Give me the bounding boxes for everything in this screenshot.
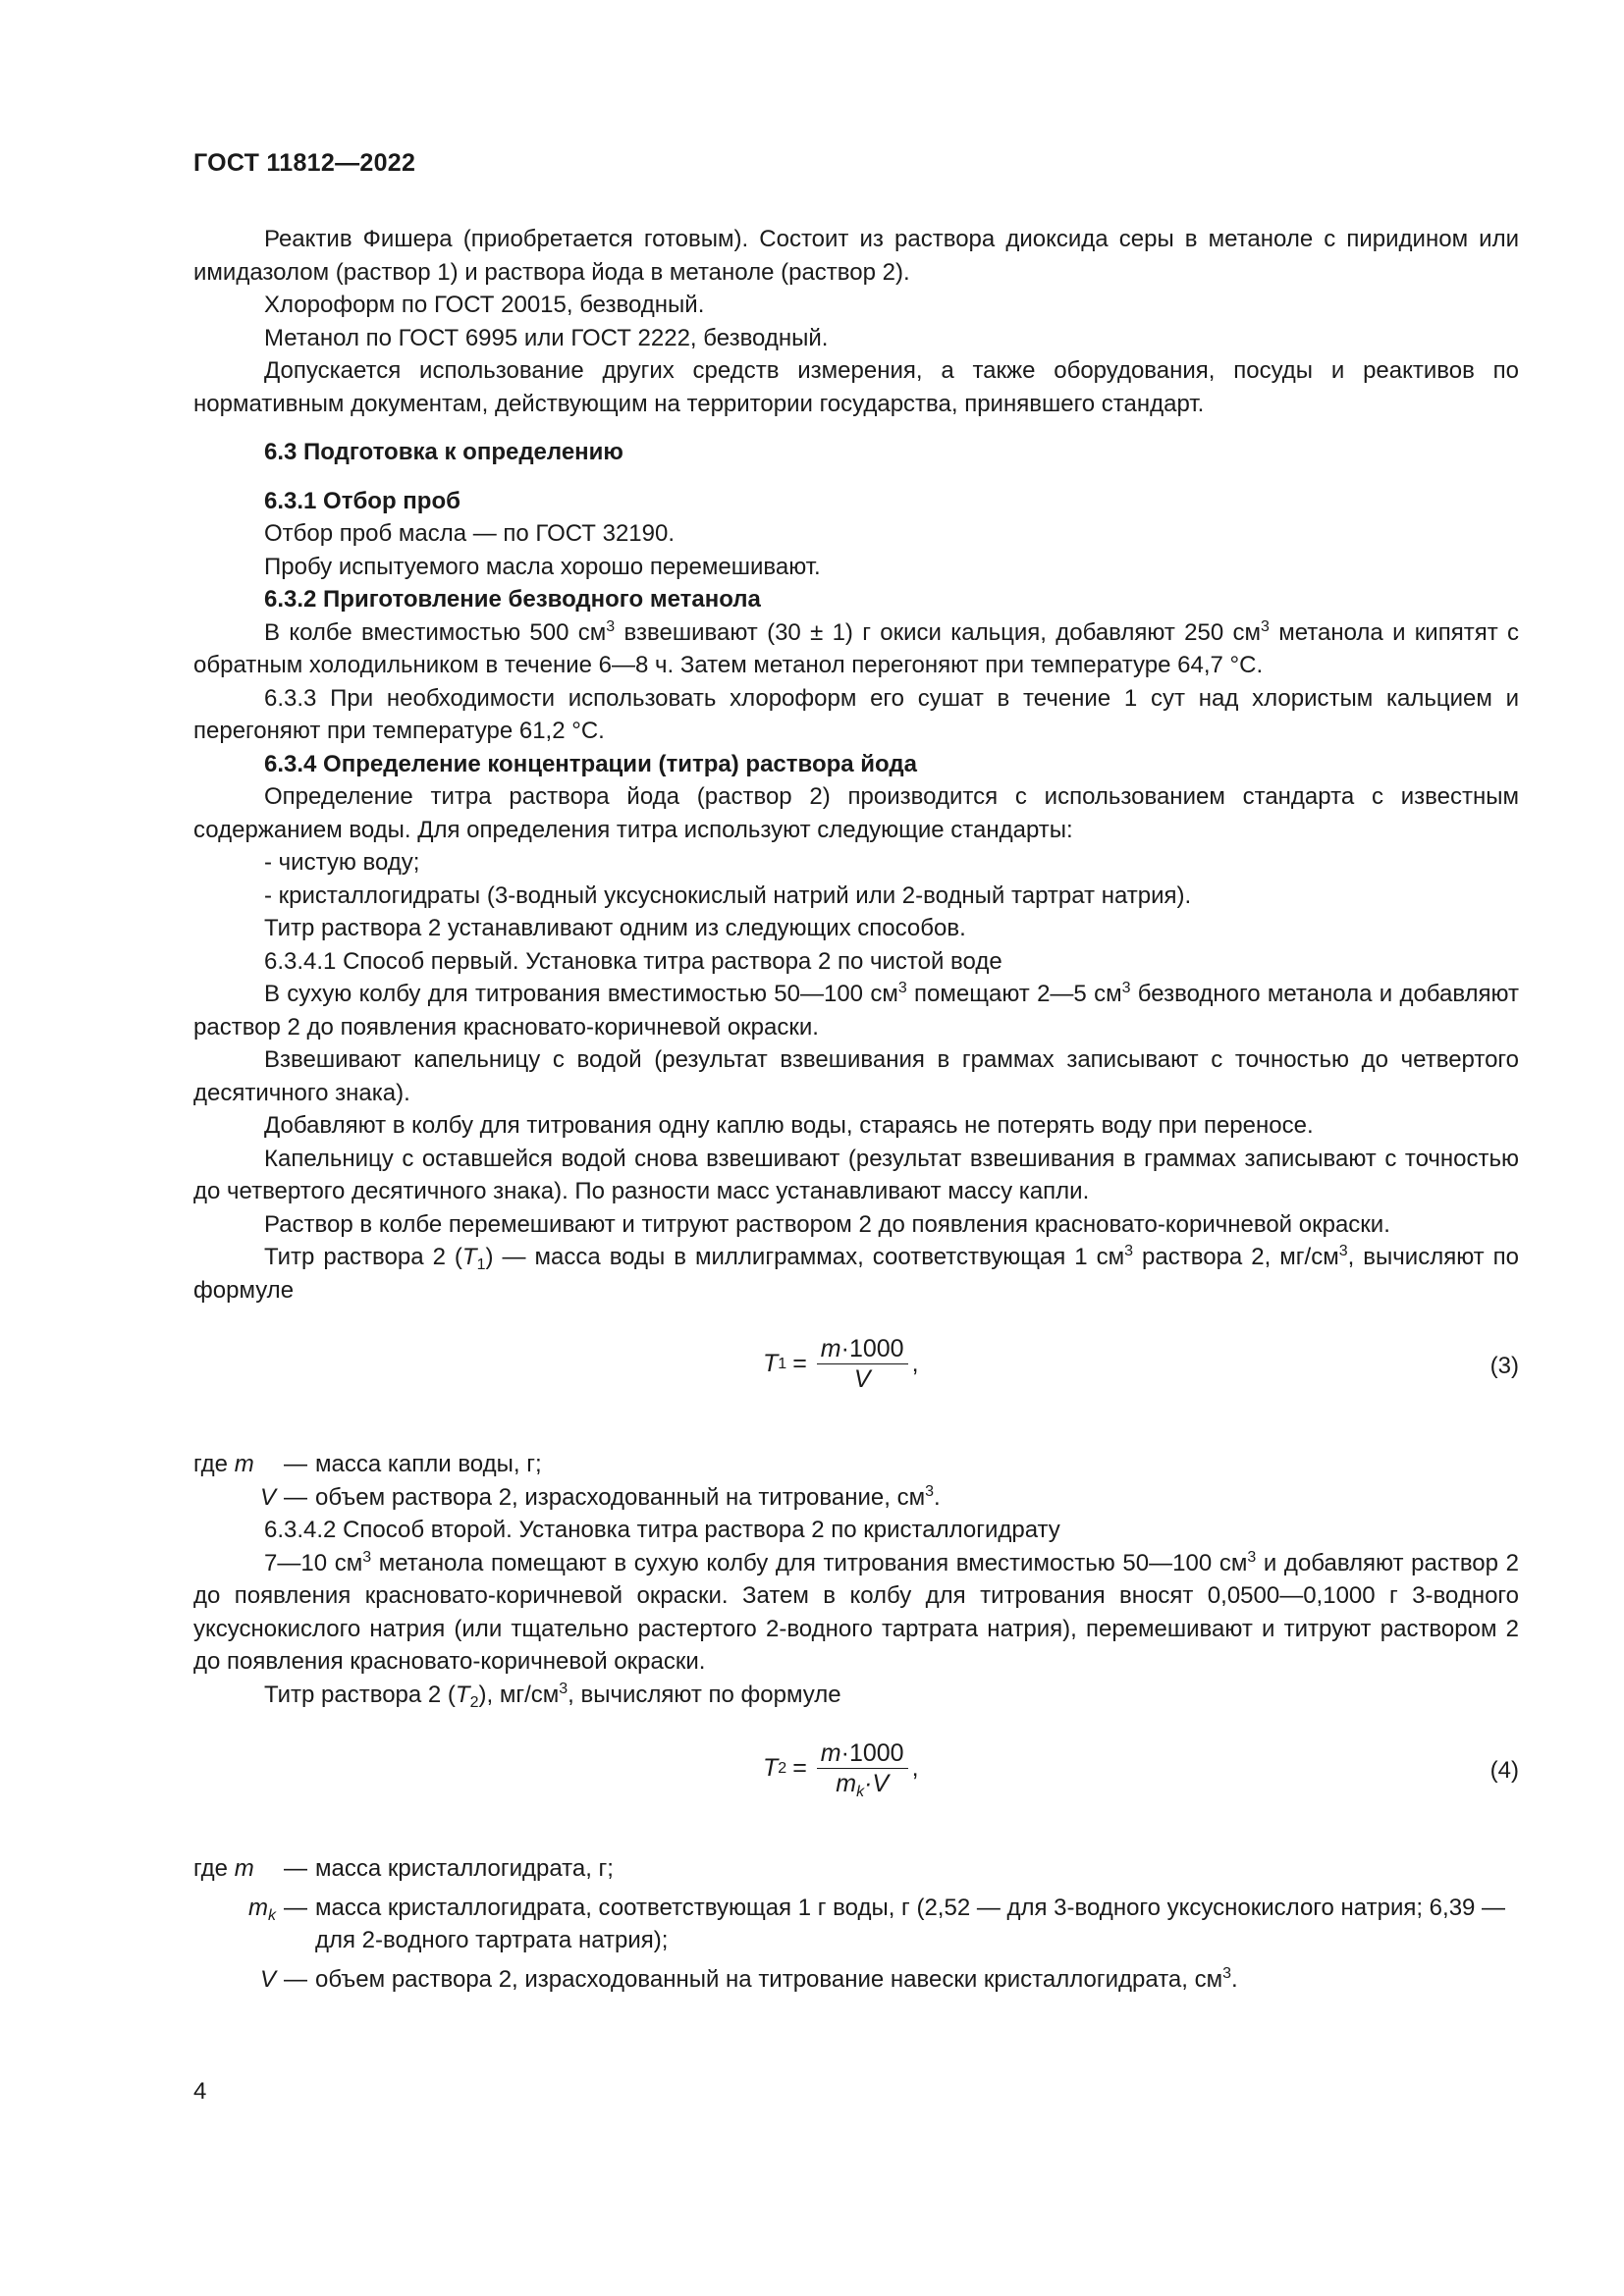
document-header: ГОСТ 11812—2022	[193, 149, 416, 177]
paragraph-anhydrous-methanol: В колбе вместимостью 500 $см^3$ взвешивают (30 ± 1) г окиси кальция, добавляют 250 $см^3$ метанола и кипятят с обратным холодильником в течение 6—8 ч. Затем метанол перегоняют при температуре 64,7 °С.	[193, 617, 1520, 678]
paragraph-sampling: Отбор проб масла — по ГОСТ 32190.	[264, 520, 676, 547]
paragraph-titer-methods: Титр раствора 2 устанавливают одним из следующих способов.	[264, 915, 966, 941]
section-heading-6-3-4: 6.3.4 Определение концентрации (титра) раствора йода	[264, 750, 917, 777]
paragraph-allowed-equipment: Допускается использование других средств измерения, а также оборудования, посуды и реактивов по нормативным документам, действующим на территории государства, принявшего стандарт.	[193, 357, 1519, 417]
formula-4-fraction	[817, 1738, 908, 1798]
formula-4	[193, 1719, 1519, 1846]
formula-4-denominator: $m_k\cdot V$	[836, 1770, 890, 1800]
where-label: где m	[193, 1451, 254, 1477]
paragraph-titer-t1: Титр раствора 2 $(T_1)$ — масса воды в миллиграммах, соответствующая 1 $см^3$ раствора 2, $мг/см^3$, вычисляют по формуле	[193, 1243, 1519, 1304]
formula-3-denominator: V	[853, 1365, 871, 1393]
formula-3-expression: T 1 = $\frac{m\cdot 1000}{V}$ ,	[763, 1335, 919, 1393]
definition-m: где m — масса капли воды, г;	[193, 1448, 1519, 1481]
section-heading-6-3-2: 6.3.2 Приготовление безводного метанола	[264, 586, 761, 613]
paragraph-add-drop: Добавляют в колбу для титрования одну каплю воды, стараясь не потерять воду при переносе.	[264, 1112, 1314, 1139]
formula-3-numerator: m·1000	[817, 1334, 908, 1364]
definition-m-crystal: где m — масса кристаллогидрата, г;	[193, 1855, 614, 1882]
list-item-crystallohydrates: - кристаллогидраты (3-водный уксуснокислый натрий или 2-водный тартрат натрия).	[264, 881, 1192, 909]
paragraph-methanol: Метанол по ГОСТ 6995 или ГОСТ 2222, безводный.	[264, 324, 829, 351]
paragraph-weigh-dropper: Взвешивают капельницу с водой (результат взвешивания в граммах записывают с точностью до четвертого десятичного знака).	[193, 1046, 1519, 1106]
paragraph-dry-flask: В сухую колбу для титрования вместимостью 50—100 $см^3$ помещают 2—5 $см^3$ безводного метанола и добавляют раствор 2 до появления красновато-коричневой окраски.	[193, 980, 1520, 1041]
formula-4-number: (4)	[1489, 1757, 1519, 1784]
paragraph-mix-sample: Пробу испытуемого масла хорошо перемешивают.	[264, 553, 821, 580]
page-number: 4	[193, 2078, 207, 2105]
paragraph-fischer-reagent: Реактив Фишера (приобретается готовым). Состоит из раствора диоксида серы в метаноле с пиридином или имидазолом (раствор 1) и раствора йода в метаноле (раствор 2).	[193, 226, 1519, 286]
formula-3-definitions	[193, 1448, 1519, 1514]
paragraph-titrate: Раствор в колбе перемешивают и титруют раствором 2 до появления красновато-коричневой окраски.	[264, 1210, 1390, 1238]
paragraph-6-3-4-2: 6.3.4.2 Способ второй. Установка титра раствора 2 по кристаллогидрату	[264, 1517, 1060, 1543]
section-heading-6-3-1: 6.3.1 Отбор проб	[264, 487, 460, 514]
definition-v: V — объем раствора 2, израсходованный на титрование, $см^3$.	[259, 1482, 941, 1511]
formula-3	[193, 1314, 1519, 1442]
definition-mk: $m_k$ — масса кристаллогидрата, соответствующая 1 г воды, г (2,52 — для 3-водного уксуснокислого натрия; 6,39 — для 2-водного тартрата натрия);	[248, 1894, 1506, 1953]
formula-4-expression: T 2 = $\frac{m\cdot 1000}{m_k\cdot V}$ ,	[763, 1739, 919, 1800]
list-item-water: - чистую воду;	[264, 849, 420, 876]
paragraph-chloroform: Хлороформ по ГОСТ 20015, безводный.	[264, 292, 705, 318]
paragraph-titer-t2: Титр раствора 2 $(T_2)$, $мг/см^3$, вычисляют по формуле	[264, 1680, 841, 1711]
section-heading-6-3: 6.3 Подготовка к определению	[264, 439, 623, 465]
paragraph-titer-determination: Определение титра раствора йода (раствор 2) производится с использованием стандарта с известным содержанием воды. Для определения титра используют следующие стандарты:	[193, 783, 1519, 843]
paragraph-6-3-4-1: 6.3.4.1 Способ первый. Установка титра раствора 2 по чистой воде	[264, 947, 1002, 975]
formula-3-number: (3)	[1489, 1353, 1519, 1379]
formula-4-definitions	[193, 1852, 1519, 1996]
page-content	[193, 223, 1519, 1996]
paragraph-reweigh-dropper: Капельницу с оставшейся водой снова взвешивают (результат взвешивания в граммах записывают с точностью до четвертого десятичного знака). По разности масс устанавливают массу капли.	[193, 1145, 1519, 1204]
definition-v-crystal: V — объем раствора 2, израсходованный на титрование навески кристаллогидрата, $см^3$.	[259, 1964, 1238, 1993]
paragraph-crystallohydrate-method: 7—10 $см^3$ метанола помещают в сухую колбу для титрования вместимостью 50—100 $см^3$ и добавляют раствор 2 до появления красновато-коричневой окраски. Затем в колбу для титрования вносят 0,0500—0,1000 г 3-водного уксуснокислого натрия (или тщательно растертого 2-водного тартрата натрия), перемешивают и титруют раствором 2 до появления красновато-коричневой окраски.	[193, 1548, 1519, 1675]
paragraph-6-3-3: 6.3.3 При необходимости использовать хлороформ его сушат в течение 1 сут над хлористым кальцием и перегоняют при температуре 61,2 °С.	[193, 684, 1519, 744]
formula-4-numerator: m·1000	[817, 1738, 908, 1769]
formula-3-fraction	[817, 1334, 908, 1394]
